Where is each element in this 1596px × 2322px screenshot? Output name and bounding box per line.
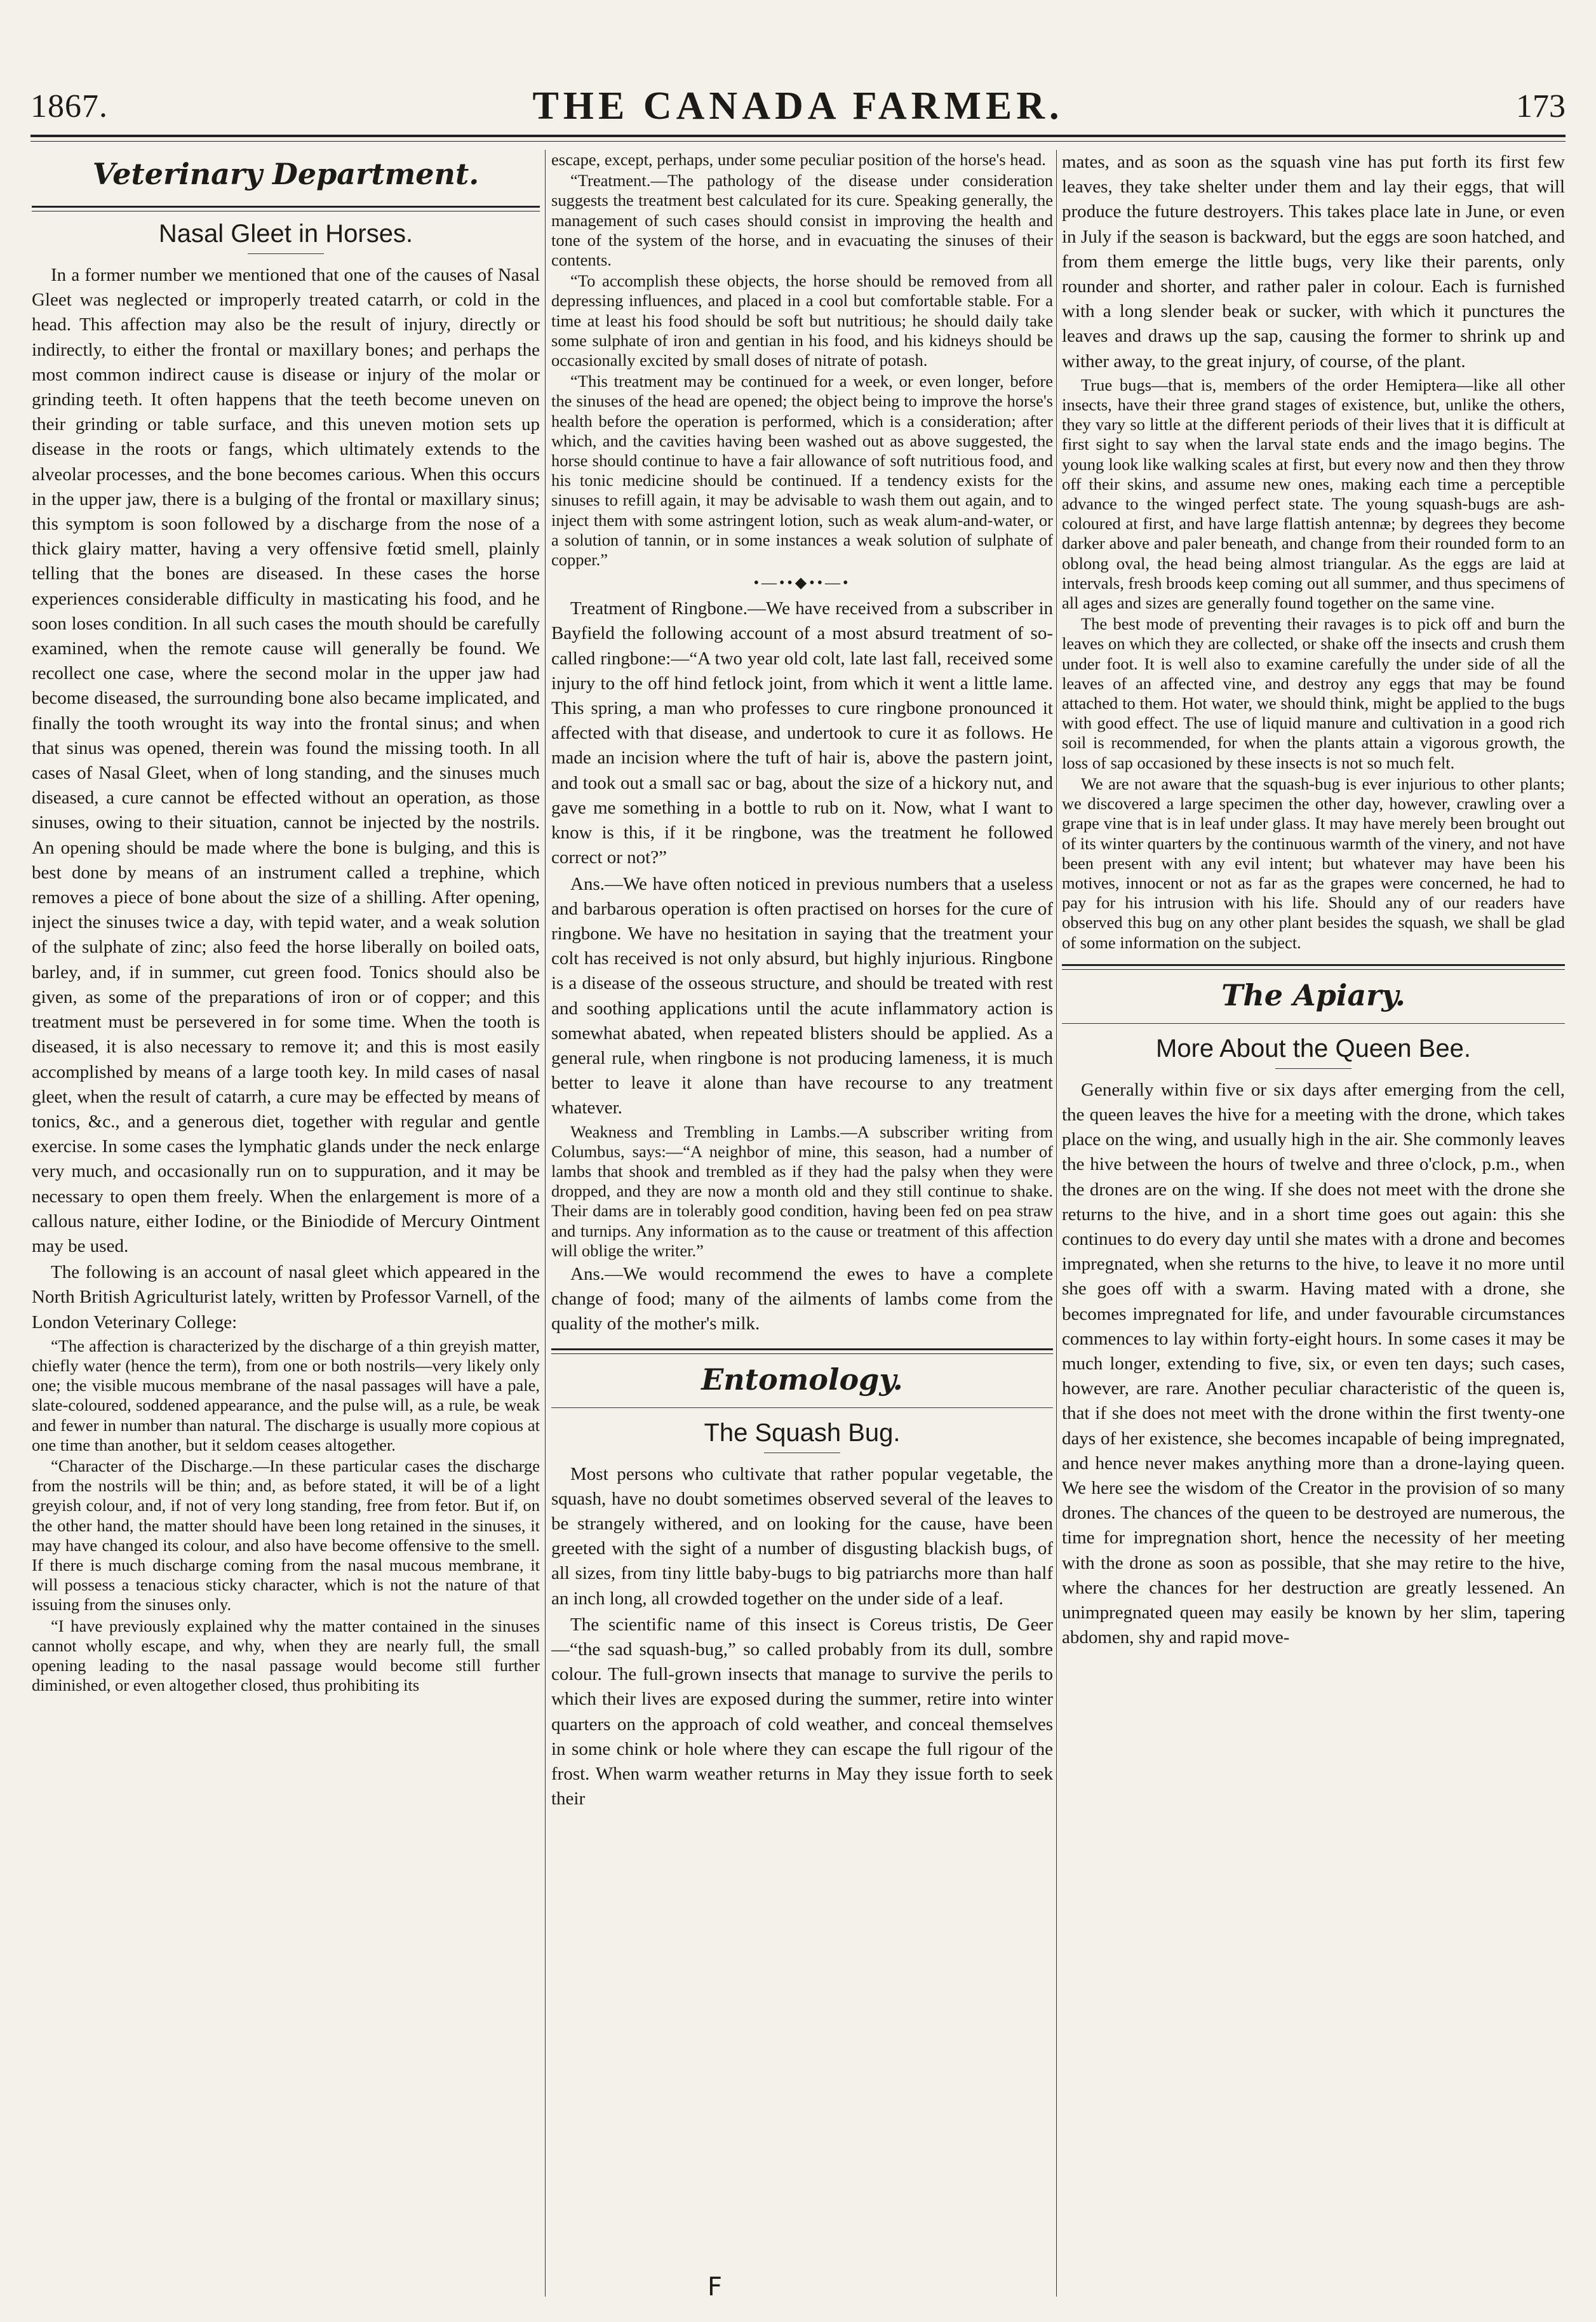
paragraph: Most persons who cultivate that rather popular vegetable, the squash, have no doubt sometimes observed several of the leaves to be strangely withered, and on looking for the cause, have been greeted with the sight of a number of disgusting blackish bugs, of all sizes, from tiny little baby-bugs to big patriarchs more than half an inch long, all crowded together on the under side of a leaf. xyxy=(551,1463,1053,1609)
column-divider xyxy=(1056,150,1057,2297)
column-divider xyxy=(545,150,546,2297)
quoted-paragraph: “Treatment.—The pathology of the disease under consideration suggests the treatment best calculated for its cure. Speaking generally, the management of such cases should consist in improving the health and tone of the system of the horse, and in evacuating the sinuses of their contents. xyxy=(551,171,1053,270)
masthead xyxy=(30,83,1566,133)
issue-year: 1867. xyxy=(30,88,108,124)
column-2 xyxy=(551,150,1053,2297)
paragraph: Ans.—We have often noticed in previous numbers that a useless and barbarous operation is often practised on horses for the cure of ringbone. We have no hesitation in saying that the treatment your colt has received is not only absurd, but highly injurious. Ringbone is a disease of the osseous structure, and should be treated with rest and soothing applications until the acute inflammatory action is somewhat abated, when repeated blisters should be applied. As a general rule, when ringbone is not producing lameness, it is much better to leave it alone than have recourse to any treatment whatever. xyxy=(551,873,1053,1118)
section-ornament: •—••◆••—• xyxy=(753,575,851,592)
article-title-squash-bug: The Squash Bug. xyxy=(704,1418,901,1447)
printer-mark: F xyxy=(707,2272,723,2302)
rule xyxy=(551,1407,1053,1408)
quoted-paragraph: “The affection is characterized by the discharge of a thin greyish matter, chiefly water (hence the term), from one or both nostrils—very likely only one; the visible mucous membrane of the nasal passages will have a pale, slate-coloured, soddened appearance, and the pulse will, as a rule, be weak and fewer in number than natural. The discharge is usually more copious at one time than another, but it seldom ceases altogether. xyxy=(32,1336,540,1454)
section-heading-apiary: The Apiary. xyxy=(1221,977,1405,1012)
paragraph: mates, and as soon as the squash vine has put forth its first few leaves, they take shelter under them and lay their eggs, that will produce the future destroyers. This takes place late in June, or even in July if the season is backward, but the eggs are soon hatched, and from them emerge the little bugs, very like their parents, only rounder and shorter, and rather paler in colour. Each is furnished with a long slender beak or sucker, with which it punctures the leaves and draws up the sap, causing the former to shrink up and wither away, to the great injury, of course, of the plant. xyxy=(1062,152,1565,372)
section-heading-entomology: Entomology. xyxy=(701,1362,903,1397)
paragraph: The following is an account of nasal gleet which appeared in the North British Agriculturist lately, written by Professor Varnell, of the London Veterinary College: xyxy=(32,1262,540,1332)
quoted-paragraph: “Character of the Discharge.—In these particular cases the discharge from the nostrils will be thin; and, as before stated, it will be of a light greyish colour, and, if not of very long standing, free from fetor. But if, on the other hand, the matter should have been long retained in the sinuses, it may have changed its colour, and also have become offensive to the smell. If there is much discharge coming from the nasal mucous membrane, it will possess a tenacious sticky character, which is not the nature of that issuing from the sinuses only. xyxy=(32,1456,540,1614)
paragraph: In a former number we mentioned that one of the causes of Nasal Gleet was neglected or improperly treated catarrh, or cold in the head. This affection may also be the result of injury, directly or indirectly, to either the frontal or maxillary bones; and perhaps the most common indirect cause is disease or injury of the molar or grinding teeth. It often happens that the teeth become uneven on their grinding or table surface, and this uneven motion sets up disease in the roots or fangs, which ultimately extends to the alveolar processes, and the bone becomes carious. When this occurs in the upper jaw, there is a bulging of the frontal or maxillary sinus; this symptom is soon followed by a discharge from the nose of a thick glairy matter, having a very offensive fœtid smell, plainly telling that the bones are diseased. In these cases the horse experiences considerable difficulty in masticating his food, and he soon loses condition. In all such cases the mouth should be carefully examined, when the remote cause will generally be found. We recollect one case, where the second molar in the upper jaw had become diseased, the surrounding bone also became implicated, and finally the tooth wrought its way into the frontal sinus; and when that sinus was opened, therein was found the missing tooth. In all cases of Nasal Gleet, when of long standing, and the sinuses much diseased, a cure cannot be effected without an operation, as those sinuses, owing to their situation, cannot be injected by the nostrils. An opening should be made where the bone is bulging, and this is best done by means of an instrument called a trephine, which removes a piece of bone about the size of a shilling. After opening, inject the sinuses twice a day, with tepid water, and a weak solution of the sulphate of zinc; also feed the horse liberally on boiled oats, barley, and, if in summer, cut green food. Tonics should also be given, as some of the preparations of iron or of copper; and this treatment must be persevered in for some time. When the tooth is diseased, it is also necessary to remove it; and this is most easily accomplished by means of a large tooth key. In mild cases of nasal gleet, when the result of catarrh, a cure may be effected by means of tonics, &c., and a generous diet, together with regular and gentle exercise. In some cases the lymphatic glands under the neck enlarge very much, and occasionally run on to suppuration, and it may be necessary to open them freely. When the enlargement is more of a callous nature, either Iodine, or the Biniodide of Mercury Ointment may be used. xyxy=(32,265,540,1256)
column-3 xyxy=(1062,150,1565,2297)
quoted-paragraph: “I have previously explained why the matter contained in the sinuses cannot wholly escape, and why, when they are nearly full, the small opening leading to the nasal passage would become still further diminished, or even altogether closed, thus prohibiting its xyxy=(32,1616,540,1695)
newspaper-title: THE CANADA FARMER. xyxy=(532,84,1064,128)
quoted-paragraph: “To accomplish these objects, the horse should be removed from all depressing influences, and placed in a cool but comfortable stable. For a time at least his food should be soft but nutritious; he should daily take some sulphate of iron and gentian in his food, and his kidneys should be occasionally excited by small doses of nitrate of potash. xyxy=(551,271,1053,370)
double-rule xyxy=(1062,964,1565,970)
paragraph: True bugs—that is, members of the order Hemiptera—like all other insects, have their three grand stages of existence, but, unlike the others, they vary so little at the different periods of their lives that it is difficult at first sight to say when the larval state ends and the imago begins. The young look like walking scales at first, but every now and then they throw off their skins, and assume new ones, making each time a perceptible advance to the winged perfect state. The young squash-bugs are ash-coloured at first, and have large flattish antennæ; by degrees they become darker above and paler beneath, and change from their rounded form to an oblong oval, the head being almost triangular. As the eggs are laid at intervals, fresh broods keep coming out all summer, and thus specimens of all ages and sizes are generally found together on the same vine. xyxy=(1062,375,1565,613)
masthead-rule-thin xyxy=(30,141,1566,142)
article-title-nasal-gleet: Nasal Gleet in Horses. xyxy=(158,220,413,248)
quoted-paragraph: “This treatment may be continued for a week, or even longer, before the sinuses of the head are opened; the object being to improve the horse's health before the operation is performed, which is a consideration; after which, and the cavities having been washed out as above suggested, the horse should continue to have a fair allowance of soft nutritious food, and his tonic medicine should be continued. If a tendency exists for the sinuses to refill again, it may be advisable to wash them out again, and to inject them with some astringent lotion, such as weak alum-and-water, or a solution of tannin, or in some instances a weak solution of sulphate of copper.” xyxy=(551,372,1053,570)
paragraph: Ans.—We would recommend the ewes to have a complete change of food; many of the ailments of lambs come from the quality of the mother's milk. xyxy=(551,1263,1053,1334)
section-heading-veterinary: Veterinary Department. xyxy=(92,157,479,191)
paragraph: We are not aware that the squash-bug is ever injurious to other plants; we discovered a large specimen the other day, however, crawling over a grape vine that is in leaf under glass. It may have merely been brought out of its winter quarters by the continuous warmth of the vinery, and not have been present with any evil intent; but whatever may have been his motives, innocent or not as far as the grapes were concerned, he had to pay for his intrusion with his life. Should any of our readers have observed this bug on any other plant besides the squash, we shall be glad of some information on the subject. xyxy=(1062,774,1565,952)
double-rule xyxy=(32,206,540,211)
article-title-queen-bee: More About the Queen Bee. xyxy=(1156,1034,1471,1063)
paragraph: Generally within five or six days after emerging from the cell, the queen leaves the hive for a meeting with the drone, which takes place on the wing, and usually high in the air. She commonly leaves the hive between the hours of twelve and three o'clock, p.m., when the drones are on the wing. If she does not meet with the drone she returns to the hive, and in a short time goes out again: this she continues to do every day until she mates with a drone and becomes impregnated, when she returns to the hive, to leave it no more until she goes off with a swarm. Having mated with a drone, she becomes impregnated for life, and under favourable circumstances commences to lay within forty-eight hours. In some cases it may be much longer, extending to five, six, or even ten days; such cases, however, are rare. Another peculiar characteristic of the queen is, that if she does not meet with the drone within the first twenty-one days of her existence, she becomes incapable of being impregnated, and hence never makes anything more than a drone-laying queen. We here see the wisdom of the Creator in the provision of so many drones. The chances of the queen to be destroyed are numerous, the time for impregnation short, hence the necessity of her meeting with the drone as soon as possible, that she may retire to the hive, where the chances for her destruction are greatly lessened. An unimpregnated queen may easily be known by her slim, tapering abdomen, shy and rapid move- xyxy=(1062,1079,1565,1648)
page-number: 173 xyxy=(1516,88,1566,124)
title-rule xyxy=(1275,1068,1351,1069)
paragraph: The best mode of preventing their ravages is to pick off and burn the leaves on which they are collected, or shake off the insects and crush them under foot. It is well also to examine carefully the under side of all the leaves of an affected vine, and destroy any eggs that may be found attached to them. Hot water, we should think, might be applied to the bugs with good effect. The use of liquid manure and cultivation in a good rich soil is recommended, for when the plants attain a vigorous growth, the loss of sap occasioned by these insects is not so much felt. xyxy=(1062,614,1565,772)
column-1 xyxy=(32,150,540,2297)
masthead-rule-thick xyxy=(30,135,1566,137)
double-rule xyxy=(551,1348,1053,1354)
paragraph: The scientific name of this insect is Coreus tristis, De Geer—“the sad squash-bug,” so called probably from its dull, sombre colour. The full-grown insects that manage to survive the perils to which their lives are exposed during the summer, retire into winter quarters on the approach of cold weather, and conceal themselves in some chink or hole where they can escape the full rigour of the frost. When warm weather returns in May they issue forth to seek their xyxy=(551,1614,1053,1809)
paragraph: Weakness and Trembling in Lambs.—A subscriber writing from Columbus, says:—“A neighbor of mine, this season, had a number of lambs that shook and trembled as if they had the palsy when they were dropped, and they are now a month old and they still continue to shake. Their dams are in tolerably good condition, having been fed on pea straw and turnips. Any information as to the cause or treatment of this affection will oblige the writer.” xyxy=(551,1122,1053,1260)
paragraph: escape, except, perhaps, under some peculiar position of the horse's head. xyxy=(551,150,1046,169)
paragraph: Treatment of Ringbone.—We have received from a subscriber in Bayfield the following account of a most absurd treatment of so-called ringbone:—“A two year old colt, late last fall, received some injury to the off hind fetlock joint, from which it went a little lame. This spring, a man who professes to cure ringbone pronounced it affected with that disease, and undertook to cure it as follows. He made an incision where the tuft of hair is, above the pastern joint, and took out a small sac or bag, about the size of a hickory nut, and gave me something in a bottle to rub on it. Now, what I want to know is this, if it be ringbone, was the treatment he followed correct or not?” xyxy=(551,598,1053,868)
rule xyxy=(1062,1023,1565,1024)
title-rule xyxy=(248,253,324,254)
